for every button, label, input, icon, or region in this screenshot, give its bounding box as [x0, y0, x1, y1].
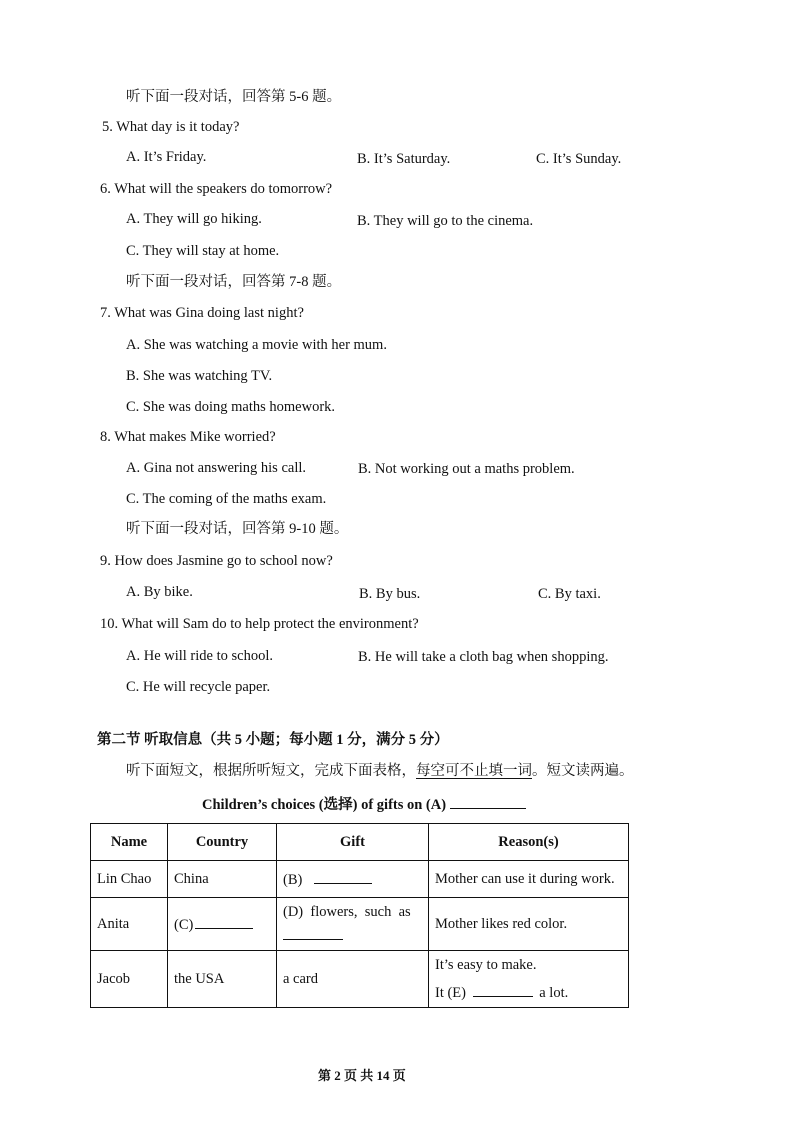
intro-7-8: 听下面一段对话，回答第 7-8 题。 [126, 274, 342, 290]
instruction-underlined: 每空可不止填一词 [416, 763, 532, 779]
q10-option-c: C. He will recycle paper. [126, 679, 271, 695]
intro-5-6: 听下面一段对话，回答第 5-6 题。 [126, 89, 342, 105]
question-10: 10. What will Sam do to help protect the environment? [100, 616, 419, 632]
cell-reason: Mother likes red color. [429, 898, 629, 951]
q9-option-a: A. By bike. [126, 584, 193, 600]
cell-gift [277, 861, 429, 898]
reason-line-1: It’s easy to make. [435, 956, 537, 973]
q6-option-c: C. They will stay at home. [126, 243, 280, 259]
instruction-tail: 。短文读两遍。 [532, 763, 634, 779]
q6-option-b: B. They will go to the cinema. [357, 213, 534, 229]
q9-option-b: B. By bus. [359, 586, 421, 602]
q7-option-b: B. She was watching TV. [126, 368, 273, 384]
instruction-text: 听下面短文，根据所听短文，完成下面表格， [126, 763, 416, 779]
q6-option-a: A. They will go hiking. [126, 211, 262, 227]
gifts-table [90, 823, 629, 1008]
question-6: 6. What will the speakers do tomorrow? [100, 181, 333, 197]
page-footer: 第 2 页 共 14 页 [318, 1068, 406, 1083]
q10-option-b: B. He will take a cloth bag when shopping. [358, 649, 609, 665]
blank-b[interactable] [314, 869, 372, 884]
question-5: 5. What day is it today? [102, 119, 240, 135]
q5-option-b: B. It’s Saturday. [357, 151, 451, 167]
label-d: (D) flowers, such as [283, 903, 411, 920]
cell-reason [429, 951, 629, 1008]
header-gift: Gift [277, 824, 429, 861]
cell-gift [277, 898, 429, 951]
section-2-instruction [126, 762, 634, 780]
header-name: Name [91, 824, 168, 861]
table-header-row [91, 824, 629, 861]
question-8: 8. What makes Mike worried? [100, 429, 276, 445]
label-b: (B) [283, 872, 303, 888]
question-9: 9. How does Jasmine go to school now? [100, 553, 333, 569]
cell-name: Lin Chao [91, 861, 168, 898]
cell-name: Jacob [91, 951, 168, 1008]
q10-option-a: A. He will ride to school. [126, 648, 273, 664]
q5-option-c: C. It’s Sunday. [536, 151, 622, 167]
table-title-text: Children’s choices (选择) of gifts on (A) [202, 797, 447, 813]
table-row [91, 861, 629, 898]
cell-gift: a card [277, 951, 429, 1008]
table-row [91, 951, 629, 1008]
intro-9-10: 听下面一段对话，回答第 9-10 题。 [126, 521, 349, 537]
q5-option-a: A. It’s Friday. [126, 149, 207, 165]
header-reason: Reason(s) [429, 824, 629, 861]
blank-d[interactable] [283, 925, 343, 940]
cell-name: Anita [91, 898, 168, 951]
cell-country: the USA [168, 951, 277, 1008]
q9-option-c: C. By taxi. [538, 586, 601, 602]
cell-reason: Mother can use it during work. [429, 861, 629, 898]
blank-e[interactable] [473, 982, 533, 997]
q8-option-c: C. The coming of the maths exam. [126, 491, 327, 507]
header-country: Country [168, 824, 277, 861]
q7-option-c: C. She was doing maths homework. [126, 399, 336, 415]
blank-a[interactable] [450, 794, 526, 809]
q8-option-a: A. Gina not answering his call. [126, 460, 307, 476]
blank-c[interactable] [195, 914, 253, 929]
reason-line-2 [435, 982, 622, 1002]
q8-option-b: B. Not working out a maths problem. [358, 461, 575, 477]
label-e: It (E) [435, 984, 466, 1001]
cell-country: China [168, 861, 277, 898]
table-title [202, 794, 526, 814]
table-row [91, 898, 629, 951]
cell-country [168, 898, 277, 951]
section-2-heading: 第二节 听取信息（共 5 小题；每小题 1 分，满分 5 分） [97, 732, 449, 748]
question-7: 7. What was Gina doing last night? [100, 305, 304, 321]
q7-option-a: A. She was watching a movie with her mum. [126, 337, 387, 353]
label-c: (C) [174, 917, 194, 933]
reason-tail: a lot. [539, 984, 569, 1001]
